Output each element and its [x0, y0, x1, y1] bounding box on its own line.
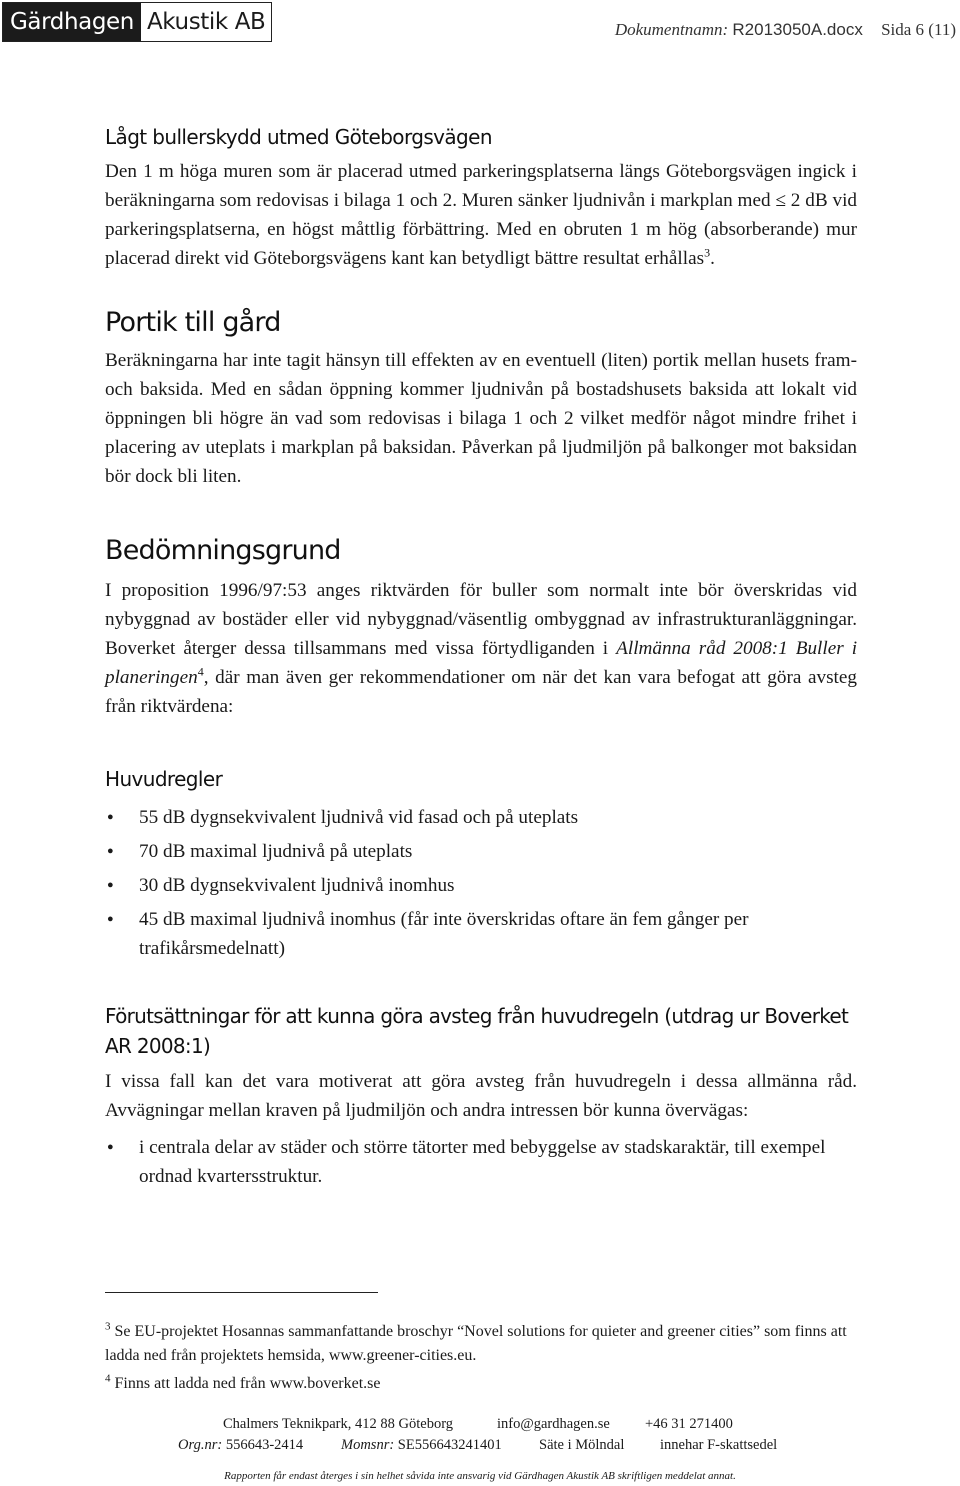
- footer-email[interactable]: info@gardhagen.se: [497, 1416, 610, 1432]
- paragraph-text: Den 1 m höga muren som är placerad utmed parkeringsplatserna längs Göteborgsvägen ingick i beräkningarna som redovisas i bilaga 1 och 2. Muren sänker ljudnivån i markplan med ≤ 2 dB vid parkeringsplatserna, en högst måttlig förbättring. Med en obruten 1 m hög (absorberande) mur placerad direkt vid Göteborgsvägens kant kan betydligt bättre resultat erhållas: [105, 161, 857, 269]
- footnote-ref-4[interactable]: 4: [197, 664, 204, 679]
- footer-tax: innehar F-skattsedel: [660, 1437, 778, 1453]
- paragraph-portik: Beräkningarna har inte tagit hänsyn till effekten av en eventuell (liten) portik mellan husets fram- och baksida. Med en sådan öppning kommer ljudnivån på bostadshusets baksida att lokalt vid öppningen bli högre än vad som redovisas i bilaga 1 och 2 vilket medför något mindre frihet i placering av uteplats i markplan på baksidan. Påverkan på ljudmiljön på balkonger mot baksidan bör dock bli liten.: [105, 350, 857, 487]
- orgnr-value: 556643-2414: [225, 1437, 304, 1453]
- footnote-separator: [105, 1292, 378, 1293]
- document-body: [105, 120, 857, 1191]
- footnote-ref-3[interactable]: 3: [704, 245, 711, 260]
- page-number: Sida 6 (11): [881, 20, 956, 39]
- paragraph-text: I proposition 1996/97:53 anges riktvärden för buller som normalt inte bör överskridas vid nybyggnad av bostäder eller vid nybyggnad/väsentlig ombyggnad av infrastrukturanläggningar. Boverket återger dessa tillsammans med vissa förtydliganden i: [105, 580, 857, 659]
- paragraph-bullerskydd: [105, 157, 857, 273]
- footnote-3: [105, 1320, 857, 1368]
- footnote-number: 4: [105, 1372, 111, 1385]
- publication-title: Allmänna råd 2008:1 Buller i planeringen: [105, 638, 858, 688]
- docname-label: Dokumentnamn:: [614, 20, 729, 39]
- footnote-text: Finns att ladda ned från www.boverket.se: [114, 1375, 381, 1392]
- paragraph-text-end: , där man även ger rekommendationer om när det kan vara befogat att göra avsteg från riktvärdena:: [105, 667, 857, 717]
- list-item: ● i centrala delar av städer och större tätorter med bebyggelse av stadskaraktär, till exempel ordnad kvartersstruktur.: [105, 1133, 857, 1191]
- footer-disclaimer: Rapporten får endast återges i sin helhet såvida inte ansvarig vid Gärdhagen Akustik AB skriftligen meddelat annat.: [224, 1470, 736, 1482]
- footer-seat: Säte i Mölndal: [539, 1437, 625, 1453]
- footnote-text: Se EU-projektet Hosannas sammanfattande broschyr “Novel solutions for quieter and greener cities” som finns att ladda ned från projektets hemsida, www.greener-cities.eu.: [105, 1323, 847, 1364]
- section-heading-bullerskydd: Lågt bullerskydd utmed Göteborgsvägen: [105, 125, 492, 149]
- document-header: [615, 20, 956, 40]
- footnote-number: 3: [105, 1320, 111, 1333]
- footnotes: [105, 1320, 857, 1396]
- section-heading-huvudregler: Huvudregler: [105, 767, 223, 791]
- list-item: ● 55 dB dygnsekvivalent ljudnivå vid fasad och på uteplats: [105, 803, 857, 832]
- paragraph-forutsattningar: I vissa fall kan det vara motiverat att göra avsteg från huvudregeln i dessa allmänna råd. Avvägningar mellan kraven på ljudmiljön och andra intressen bör kunna övervägas:: [105, 1071, 857, 1121]
- huvudregler-list: [105, 803, 857, 963]
- footer-phone: +46 31 271400: [645, 1416, 733, 1432]
- paragraph-bedomningsgrund: [105, 576, 857, 721]
- section-heading-portik: Portik till gård: [105, 307, 281, 338]
- footer-momsnr: [341, 1437, 502, 1454]
- docname: R2013050A.docx: [732, 20, 863, 39]
- forutsattningar-list: [105, 1133, 857, 1191]
- list-item: ● 45 dB maximal ljudnivå inomhus (får inte överskridas oftare än fem gånger per trafikårsmedelnatt): [105, 905, 857, 963]
- paragraph-end: .: [710, 248, 715, 269]
- section-heading-bedomningsgrund: Bedömningsgrund: [105, 535, 341, 566]
- section-heading-forutsattningar: Förutsättningar för att kunna göra avsteg från huvudregeln (utdrag ur Boverket AR 2008:1): [105, 1004, 849, 1058]
- list-item: ● 30 dB dygnsekvivalent ljudnivå inomhus: [105, 871, 857, 900]
- footer-orgnr: [178, 1437, 303, 1454]
- logo-part1: Gärdhagen: [3, 3, 141, 41]
- momsnr-label: Momsnr:: [341, 1437, 395, 1453]
- list-item: ● 70 dB maximal ljudnivå på uteplats: [105, 837, 857, 866]
- footnote-4: [105, 1372, 857, 1396]
- footer-address: Chalmers Teknikpark, 412 88 Göteborg: [223, 1416, 454, 1432]
- momsnr-value: SE556643241401: [397, 1437, 502, 1453]
- company-logo: [2, 2, 272, 42]
- logo-part2: Akustik AB: [141, 3, 271, 41]
- orgnr-label: Org.nr:: [178, 1437, 223, 1453]
